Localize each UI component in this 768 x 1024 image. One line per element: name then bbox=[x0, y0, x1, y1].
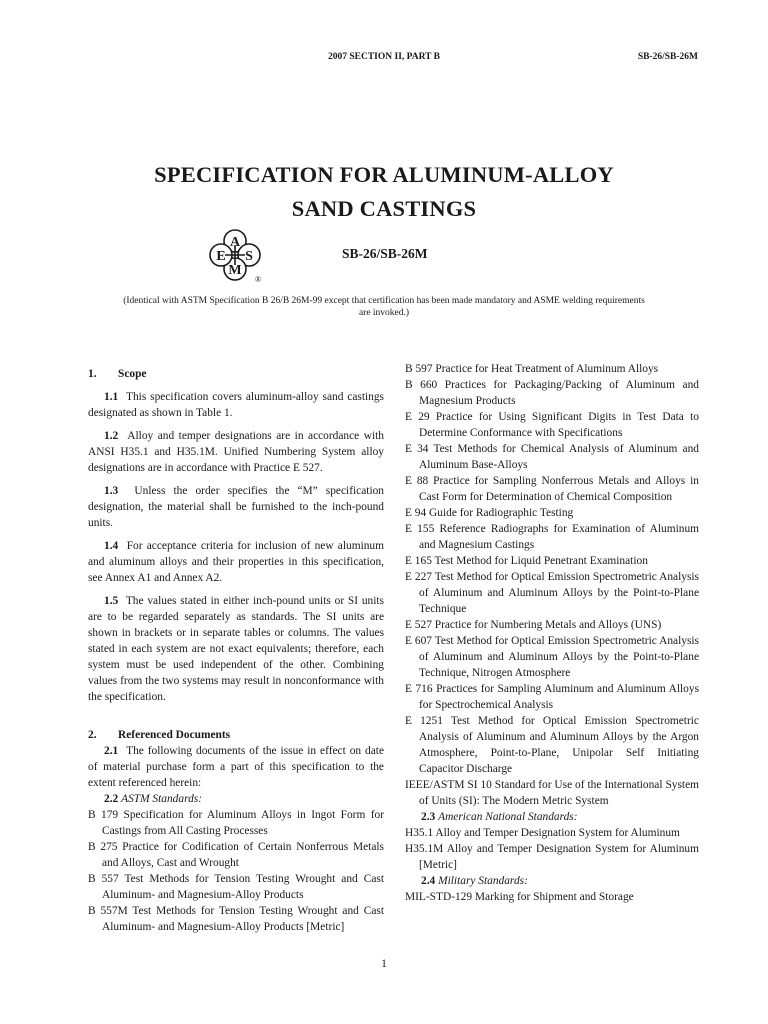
reference-item: E 34 Test Methods for Chemical Analysis of Aluminum and Aluminum Base-Alloys bbox=[405, 443, 699, 471]
left-column bbox=[88, 366, 384, 935]
reference-item: E 716 Practices for Sampling Aluminum and Aluminum Alloys for Spectrochemical Analysis bbox=[405, 683, 699, 711]
section-heading: 2. Referenced Documents bbox=[88, 729, 231, 741]
reference-item: B 597 Practice for Heat Treatment of Aluminum Alloys bbox=[405, 363, 659, 375]
subsection-military: 2.4 Military Standards: bbox=[421, 875, 528, 887]
reference-item: B 660 Practices for Packaging/Packing of Aluminum and Magnesium Products bbox=[405, 379, 699, 407]
reference-item: MIL-STD-129 Marking for Shipment and Storage bbox=[405, 891, 634, 903]
page-number: 1 bbox=[381, 958, 387, 970]
right-column bbox=[405, 361, 699, 905]
logo-letter-a: A bbox=[229, 235, 241, 250]
document-title bbox=[0, 158, 768, 226]
reference-item: E 94 Guide for Radiographic Testing bbox=[405, 507, 574, 519]
reference-item: IEEE/ASTM SI 10 Standard for Use of the International System of Units (SI): The Modern Metric System bbox=[405, 779, 699, 807]
reference-item: E 227 Test Method for Optical Emission Spectrometric Analysis of Aluminum and Aluminum Alloys by the Point-to-Plane Technique bbox=[405, 571, 699, 615]
paragraph-1-3: 1.3 Unless the order specifies the “M” specification designation, the material shall be furnished to the inch-pound units. bbox=[88, 485, 384, 529]
logo-letter-e: E bbox=[216, 249, 226, 264]
asme-cloverleaf-icon bbox=[206, 226, 264, 284]
paragraph-2-1: 2.1 The following documents of the issue in effect on date of material purchase form a part of this specification to the extent referenced herein: bbox=[88, 745, 384, 789]
paragraph-1-4: 1.4 For acceptance criteria for inclusion of new aluminum and aluminum alloys and their properties in this specification, see Annex A1 and Annex A2. bbox=[88, 540, 384, 584]
subsection-astm: 2.2 ASTM Standards: bbox=[104, 793, 203, 805]
reference-item: B 557M Test Methods for Tension Testing Wrought and Cast Aluminum- and Magnesium-Alloy Products [Metric] bbox=[88, 905, 384, 933]
title-line-1: SPECIFICATION FOR ALUMINUM-ALLOY bbox=[154, 162, 614, 187]
note-line-1: (Identical with ASTM Specification B 26/B 26M-99 except that certification has been made mandatory and ASME welding requirements bbox=[123, 296, 645, 306]
note-line-2: are invoked.) bbox=[358, 308, 410, 318]
spec-designation: SB-26/SB-26M bbox=[342, 246, 428, 261]
running-header bbox=[0, 52, 768, 66]
reference-item: B 275 Practice for Codification of Certain Nonferrous Metals and Alloys, Cast and Wrought bbox=[88, 841, 384, 869]
reference-item: E 88 Practice for Sampling Nonferrous Metals and Alloys in Cast Form for Determination of Chemical Composition bbox=[405, 475, 699, 503]
paragraph-1-5: 1.5 The values stated in either inch-pound units or SI units are to be regarded separately as standards. The SI units are shown in brackets or in separate tables or columns. The values stated in each system are not exact equivalents; therefore, each system must be used independent of the other. Combining values from the two systems may result in nonconformance with the specification. bbox=[88, 595, 384, 703]
registered-mark: ® bbox=[254, 275, 262, 284]
reference-item: E 1251 Test Method for Optical Emission Spectrometric Analysis of Aluminum and Aluminum Alloys by the Argon Atmosphere, Point-to-Plane, Unipolar Self Initiating Capacitor Discharge bbox=[405, 715, 699, 775]
logo-letter-m: M bbox=[228, 263, 242, 278]
reference-item: H35.1 Alloy and Temper Designation System for Aluminum bbox=[405, 827, 680, 839]
title-line-2: SAND CASTINGS bbox=[291, 196, 477, 221]
reference-item: B 179 Specification for Aluminum Alloys in Ingot Form for Castings from All Casting Processes bbox=[88, 809, 384, 837]
reference-item: E 155 Reference Radiographs for Examination of Aluminum and Magnesium Castings bbox=[405, 523, 699, 551]
section-heading: 1. Scope bbox=[88, 368, 147, 380]
logo-letter-s: S bbox=[245, 249, 253, 264]
reference-item: E 29 Practice for Using Significant Digits in Test Data to Determine Conformance with Specifications bbox=[405, 411, 699, 439]
header-spec-number: SB-26/SB-26M bbox=[637, 52, 698, 62]
reference-item: B 557 Test Methods for Tension Testing Wrought and Cast Aluminum- and Magnesium-Alloy Products bbox=[88, 873, 384, 901]
header-section: 2007 SECTION II, PART B bbox=[327, 52, 441, 62]
subsection-ans: 2.3 American National Standards: bbox=[421, 811, 578, 823]
paragraph-1-1: 1.1 This specification covers aluminum-alloy sand castings designated as shown in Table 1. bbox=[88, 391, 384, 419]
identity-note bbox=[100, 295, 668, 319]
reference-item: E 527 Practice for Numbering Metals and Alloys (UNS) bbox=[405, 619, 662, 631]
paragraph-1-2: 1.2 Alloy and temper designations are in accordance with ANSI H35.1 and H35.1M. Unified Numbering System alloy designations are in accordance with Practice E 527. bbox=[88, 430, 384, 474]
reference-item: E 607 Test Method for Optical Emission Spectrometric Analysis of Aluminum and Aluminum Alloys by the Point-to-Plane Technique, Nitrogen Atmosphere bbox=[405, 635, 699, 679]
reference-item: H35.1M Alloy and Temper Designation System for Aluminum [Metric] bbox=[405, 843, 699, 871]
reference-item: E 165 Test Method for Liquid Penetrant Examination bbox=[405, 555, 648, 567]
